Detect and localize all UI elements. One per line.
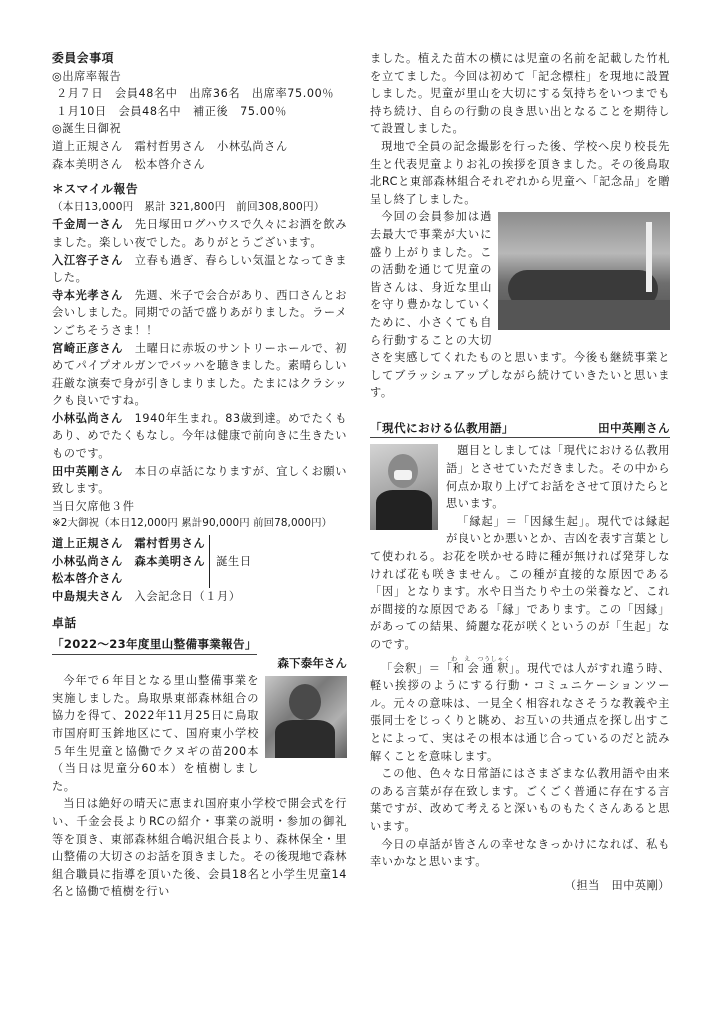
talk2-header bbox=[370, 420, 670, 439]
attendance-line-1: ２月７日 会員48名中 出席36名 出席率75.00％ bbox=[56, 87, 335, 101]
smile-text: 1940年生まれ。83歳到達。めでたくもあり、めでたくもなし。今年は健康で前向きに生きたいものです。 bbox=[52, 411, 347, 461]
smile-text: 本日の卓話になりますが、宜しくお願い致します。 bbox=[52, 464, 347, 496]
talk2-paragraph-4: この他、色々な日常語にはさまざまな仏教用語や由来のある言葉が存在致します。ごくごく普通に存在する言葉ですが、改めて考えると深いものもたくさんあると思います。 bbox=[370, 767, 670, 833]
smile-text: 土曜日に赤坂のサントリーホールで、初めてパイプオルガンでバッハを聴きました。素晴らしい荘厳な演奏で身が引きしまりました。たまにはクラシックも良いですね。 bbox=[52, 341, 347, 408]
double-celebration-heading: ※2大御祝（本日12,000円 累計90,000円 前回78,000円） bbox=[52, 517, 333, 530]
smile-entry bbox=[52, 340, 347, 410]
smile-heading: ＊スマイル報告 bbox=[52, 182, 139, 197]
talk-section-heading: 卓話 bbox=[52, 616, 77, 631]
double-celebration-label: 誕生日 bbox=[216, 554, 252, 568]
smile-entry bbox=[52, 287, 347, 340]
ruby-reading: わ え つうしゃく bbox=[451, 655, 511, 663]
talk2-paragraph-2: 「縁起」＝「因縁生起」。現代では縁起が良いとか悪いとか、吉凶を表す言葉として使われる。お花を咲かせる時に種が無ければ発芽しなければ花も咲きません。この種が直接的な原因である「因」となります。水や日当たりや土の栄養など、これが間接的な原因である「縁」であります。この「因縁」があっての結果、綺麗な花が咲くというのが「生起」なのです。 bbox=[370, 514, 670, 651]
smile-entry bbox=[52, 216, 347, 251]
talk1-speaker: 森下泰年さん bbox=[277, 655, 347, 670]
double-celebration-name-line: 小林弘尚さん 森本美明さん bbox=[52, 554, 206, 568]
right-column bbox=[370, 50, 670, 894]
talk2-paragraph-5: 今日の卓話が皆さんの幸せなきっかけになれば、私も幸いかなと思います。 bbox=[370, 837, 670, 869]
smile-name: 宮崎正彦さん bbox=[52, 341, 124, 355]
talk2-paragraph-1: 題目としましては「現代における仏教用語」とさせていただきました。その中から何点か取り上げてお話をさせて頂けたらと思います。 bbox=[446, 444, 670, 511]
talk2-paragraph-3 bbox=[370, 656, 670, 766]
smile-name: 田中英剛さん bbox=[52, 464, 123, 478]
smile-text: 先日塚田ログハウスで久々にお酒を飲みました。楽しい夜でした。ありがとうございます。 bbox=[52, 218, 347, 249]
birthday-heading: ◎誕生日御祝 bbox=[52, 122, 122, 136]
attendance-line-2: １月10日 会員48名中 補正後 75.00％ bbox=[56, 104, 287, 118]
absent-note: 当日欠席他３件 bbox=[52, 499, 135, 513]
smile-name: 入江容子さん bbox=[52, 253, 123, 267]
attendance-heading: ◎出席率報告 bbox=[52, 69, 122, 83]
talk2-speaker: 田中英剛さん bbox=[598, 420, 670, 435]
smile-text: 先週、米子で会合があり、西口さんとお会いしました。同期での話で盛りあがりました。ラーメンごちそうさま！！ bbox=[52, 288, 347, 337]
smile-name: 小林弘尚さん bbox=[52, 411, 123, 425]
smile-entry bbox=[52, 252, 347, 287]
signoff: （担当 田中英剛） bbox=[564, 878, 670, 892]
committee-heading: 委員会事項 bbox=[52, 51, 114, 65]
talk1-paragraph-2: 当日は絶好の晴天に恵まれ国府東小学校で開会式を行い、千金会長よりRCの紹介・事業の説明・参加の御礼等を頂き、東部森林組合嶋沢組合長より、森林保全・里山整備の大切さのお話を頂きました。その後現地で森林組合職員に指導を頂いた後、会員18名と小学生児童14名と協働で植樹を行い bbox=[52, 797, 347, 899]
birthday-line-1: 道上正規さん 霜村哲男さん 小林弘尚さん bbox=[52, 139, 288, 153]
smile-text: 立春も過ぎ、春らしい気温となってきました。 bbox=[52, 253, 347, 285]
talk1-paragraph-2-continued: ました。植えた苗木の横には児童の名前を記載した竹札を立てました。今回は初めて「記念標柱」を現地に設置しました。児童が里山を大切にする気持ちをいつまでも持ち続け、自らの行動の良き思い出となることを期待して設置しました。 bbox=[370, 52, 670, 136]
smile-totals: （本日13,000円 累計 321,800円 前回308,800円） bbox=[52, 200, 325, 213]
double-celebration-name-line: 道上正規さん 霜村哲男さん bbox=[52, 537, 206, 551]
talk1-title: 「2022～23年度里山整備事業報告」 bbox=[52, 636, 257, 655]
left-column bbox=[52, 50, 347, 901]
double-celebration-block bbox=[52, 535, 347, 588]
double-celebration-name-line: 松本啓介さん bbox=[52, 572, 123, 586]
talk1-paragraph-3: 現地で全員の記念撮影を行った後、学校へ戻り校長先生と代表児童よりお礼の挨拶を頂きました。その後鳥取北RCと東部森林組合それぞれから児童へ「記念品」を贈呈し終了しました。 bbox=[370, 139, 670, 206]
smile-entry bbox=[52, 410, 347, 463]
talk1-paragraph-1: 今年で６年目となる里山整備事業を実施しました。鳥取県東部森林組合の協力を得て、2022年11月25日に鳥取市国府町玉鉾地区にて、国府東小学校５年生児童と協働でクヌギの苗200本（当日は児童分60本）を植樹しました。 bbox=[52, 674, 259, 793]
smile-list bbox=[52, 216, 347, 498]
talk1-paragraph-4: 今回の会員参加は過去最大で事業が大いに盛り上がりました。この活動を通じて児童の皆さんは、身近な里山を守り豊かなしていくために、小さくても自ら行動することの大切さを実感してくれたものと思います。今後も継続事業としてブラッシュアップしながら続けていきたいと思います。 bbox=[370, 210, 670, 400]
group-photo bbox=[498, 212, 670, 330]
anniversary-line bbox=[52, 588, 347, 606]
talk2-paragraph-3-head: 「会釈」＝「 bbox=[381, 661, 453, 675]
anniversary-text: 入会記念日（１月） bbox=[134, 589, 241, 603]
smile-entry bbox=[52, 463, 347, 498]
speaker-photo-tanaka bbox=[370, 444, 438, 530]
smile-name: 寺本光孝さん bbox=[52, 288, 123, 302]
talk2-paragraph-3-body: 」。現代では人がすれ違う時、軽い挨拶のようにする行動・コミュニケーションツール。元々の意味は、一見全く相容れなさそうな教義や主張同士をじっくりと眺め、お互いの共通点を探し出すことによって、実はその根本は通じ合っているのだと読み解くことを意味します。 bbox=[370, 661, 670, 763]
ruby-term bbox=[451, 655, 511, 675]
ruby-base: 和会通釈 bbox=[451, 661, 511, 675]
anniversary-name: 中島規夫さん bbox=[52, 589, 123, 603]
speaker-photo-morishita bbox=[265, 676, 347, 758]
smile-name: 千金周一さん bbox=[52, 218, 124, 232]
birthday-line-2: 森本美明さん 松本啓介さん bbox=[52, 157, 206, 171]
double-celebration-names bbox=[52, 535, 210, 588]
talk2-title: 「現代における仏教用語」 bbox=[370, 420, 514, 435]
